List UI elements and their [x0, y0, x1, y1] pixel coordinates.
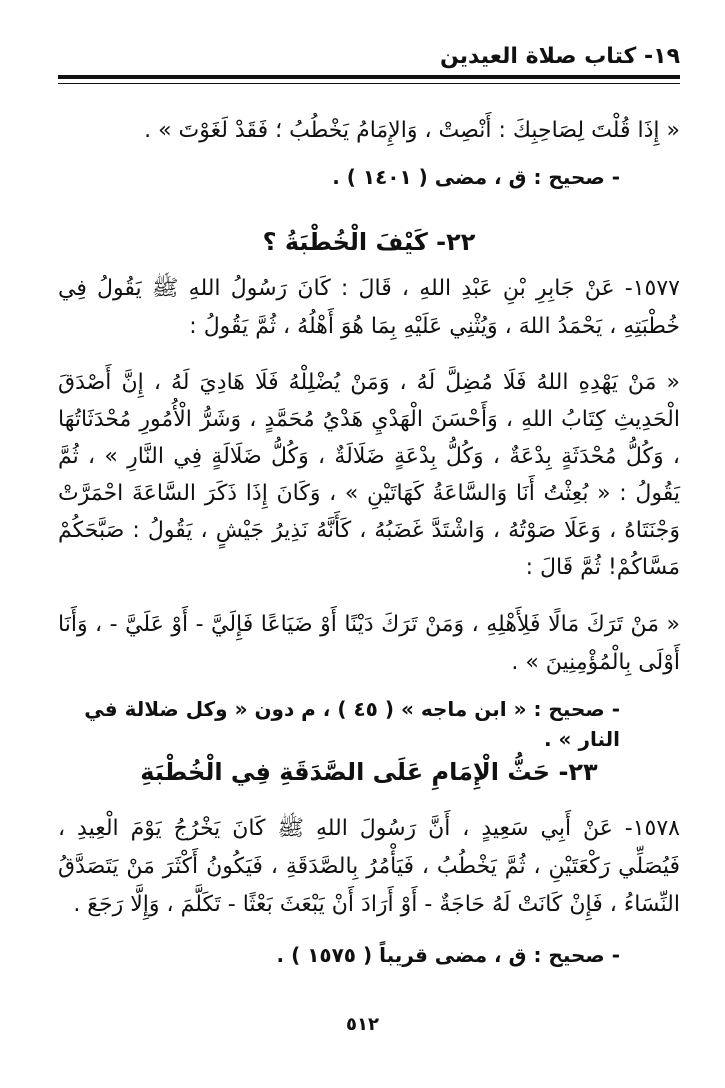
- section-heading-22: ٢٢- كَيْفَ الْخُطْبَةُ ؟: [262, 228, 476, 256]
- hadith-1577-intro: ١٥٧٧- عَنْ جَابِرِ بْنِ عَبْدِ اللهِ ، قَالَ : كَانَ رَسُولُ اللهِ ﷺ يَقُولُ فِي خُطْبَتِهِ ، يَحْمَدُ اللهَ ، وَيُثْنِي عَلَيْهِ بِمَا هُوَ أَهْلُهُ ، ثُمَّ يَقُولُ :: [58, 276, 680, 339]
- verdict-1578: - صحيح : ق ، مضى قريباً ( ١٥٧٥ ) .: [276, 943, 620, 967]
- quote-1577-main: « مَنْ يَهْدِهِ اللهُ فَلَا مُضِلَّ لَهُ ، وَمَنْ يُضْلِلْهُ فَلَا هَادِيَ لَهُ ، إِنَّ أَصْدَقَ الْحَدِيثِ كِتَابُ اللهِ ، وَأَحْسَنَ الْهَدْيِ هَدْيُ مُحَمَّدٍ ، وَشَرُّ الْأُمُورِ مُحْدَثَاتُهَا ، وَكُلُّ مُحْدَثَةٍ بِدْعَةٌ ، وَكُلُّ بِدْعَةٍ ضَلَالَةٌ ، وَكُلُّ ضَلَالَةٍ فِي النَّارِ » ، ثُمَّ يَقُولُ : « بُعِثْتُ أَنَا وَالسَّاعَةُ كَهَاتَيْنِ » ، وَكَانَ إِذَا ذَكَرَ السَّاعَةَ احْمَرَّتْ وَجْنَتَاهُ ، وَعَلَا صَوْتُهُ ، وَاشْتَدَّ غَضَبُهُ ، كَأَنَّهُ نَذِيرُ جَيْشٍ ، يَقُولُ : صَبَّحَكُمْ مَسَّاكُمْ! ثُمَّ قَالَ :: [58, 370, 680, 580]
- header-rule-thin: [58, 83, 680, 84]
- section-heading-23: ٢٣- حَثُّ الْإِمَامِ عَلَى الصَّدَقَةِ فِي الْخُطْبَةِ: [140, 758, 598, 786]
- verdict-1576: - صحيح : ق ، مضى ( ١٤٠١ ) .: [332, 165, 620, 189]
- chapter-title: ١٩- كتاب صلاة العيدين: [439, 44, 680, 69]
- page-number: ٥١٢: [346, 1014, 379, 1035]
- header-rule-thick: [58, 75, 680, 79]
- quote-1577-second: « مَنْ تَرَكَ مَالًا فَلِأَهْلِهِ ، وَمَنْ تَرَكَ دَيْنًا أَوْ ضَيَاعًا فَإِلَيَّ - أَوْ عَلَيَّ - ، وَأَنَا أَوْلَى بِالْمُؤْمِنِينَ » .: [58, 612, 680, 675]
- running-header: [58, 36, 680, 72]
- verdict-1577: - صحيح : « ابن ماجه » ( ٤٥ ) ، م دون « وكل ضلالة في النار » .: [84, 697, 620, 751]
- hadith-1578: ١٥٧٨- عَنْ أَبِي سَعِيدٍ ، أَنَّ رَسُولَ اللهِ ﷺ كَانَ يَخْرُجُ يَوْمَ الْعِيدِ ، فَيُصَلِّي رَكْعَتَيْنِ ، ثُمَّ يَخْطُبُ ، فَيَأْمُرُ بِالصَّدَقَةِ ، فَيَكُونُ أَكْثَرَ مَنْ يَتَصَدَّقُ النِّسَاءُ ، فَإِنْ كَانَتْ لَهُ حَاجَةٌ - أَوْ أَرَادَ أَنْ يَبْعَثَ بَعْثًا - تَكَلَّمَ ، وَإِلَّا رَجَعَ .: [58, 816, 680, 917]
- quote-1576: « إِذَا قُلْتَ لِصَاحِبِكَ : أَنْصِتْ ، وَالإِمَامُ يَخْطُبُ ؛ فَقَدْ لَغَوْتَ » .: [144, 118, 680, 143]
